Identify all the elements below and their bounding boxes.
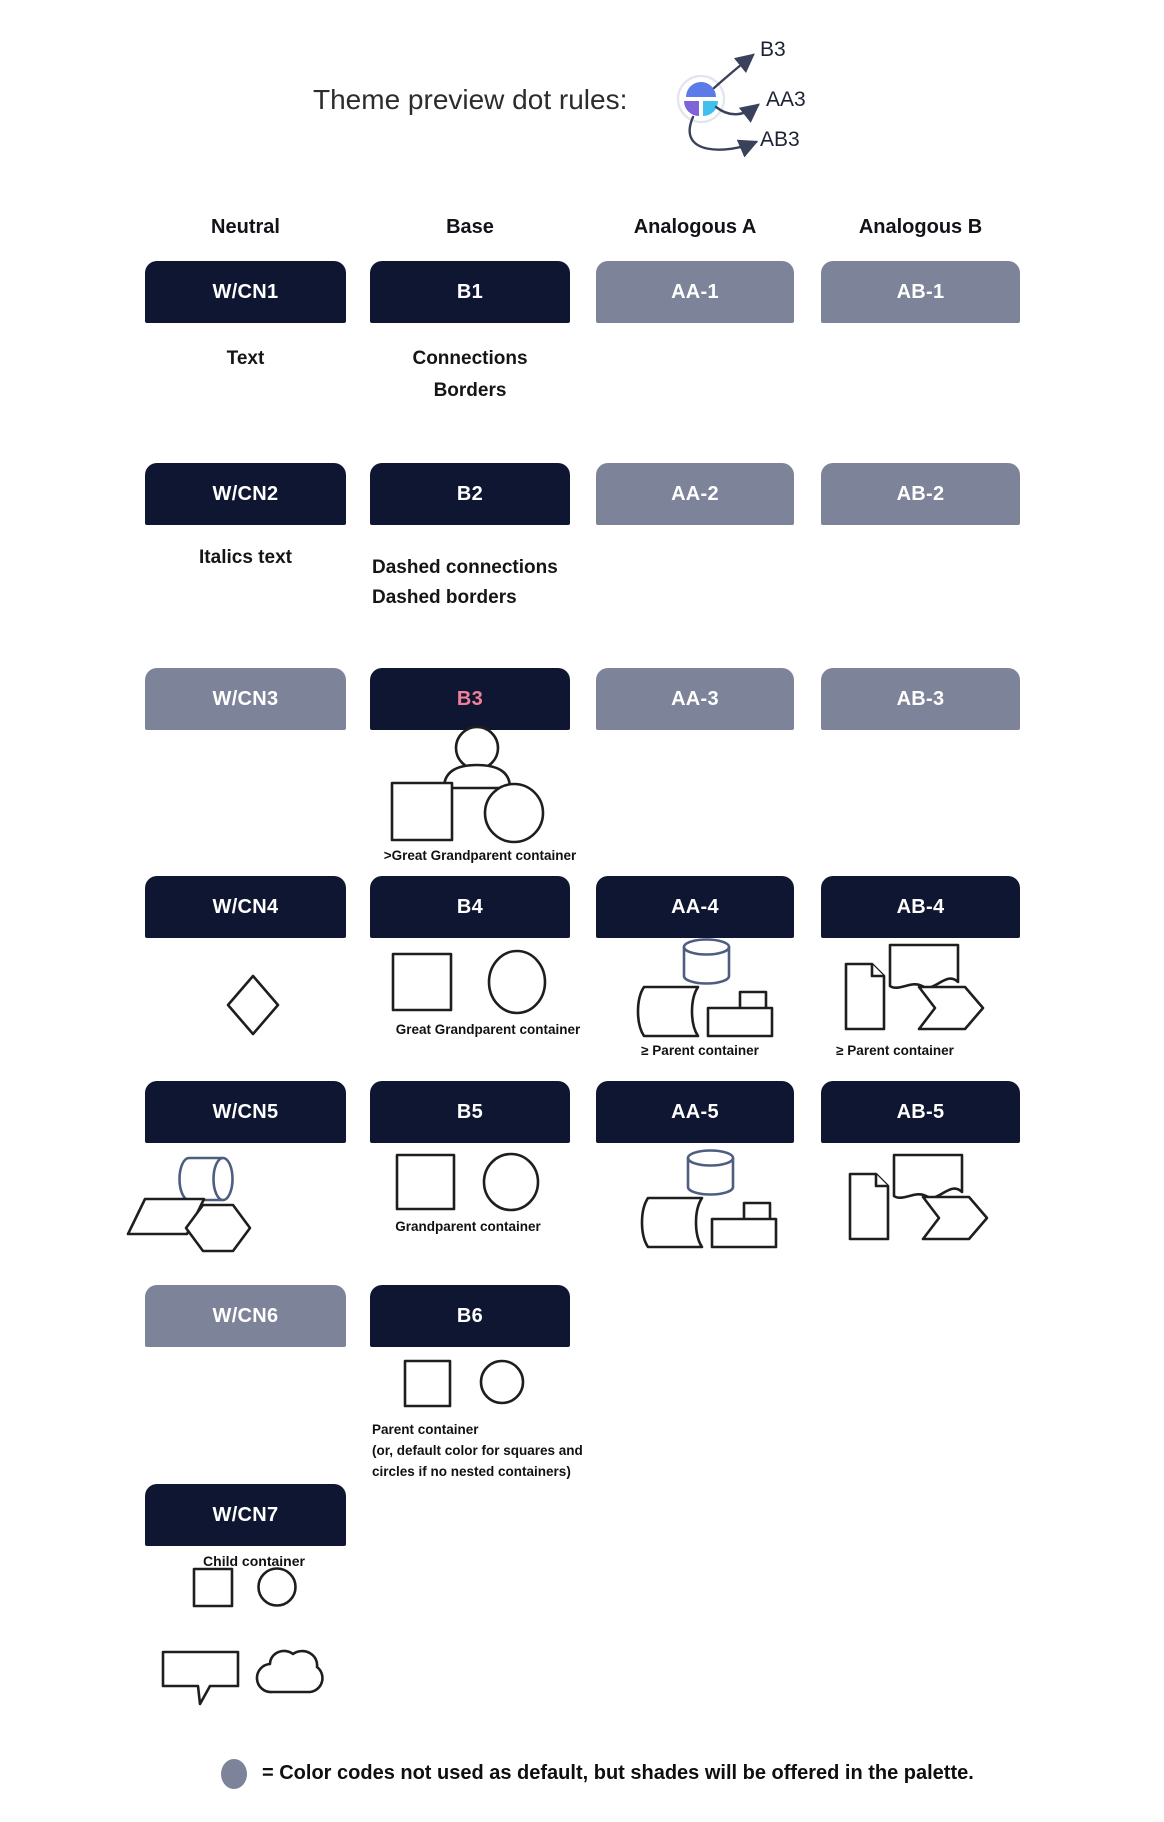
swatch-wcn5 (145, 1081, 346, 1143)
caption-ge-parent-ab: ≥ Parent container (836, 1043, 954, 1058)
diamond-shape (228, 976, 278, 1034)
swatch-aa1 (596, 261, 794, 323)
wcn7-shape-group (190, 1564, 300, 1610)
swatch-ab1 (821, 261, 1020, 323)
swatch-label: AA-3 (671, 687, 719, 710)
tab-rect-large (712, 1219, 776, 1247)
swatch-aa3 (596, 668, 794, 730)
person-shoulders (444, 765, 510, 788)
wcn5-shape-group (125, 1148, 260, 1256)
square-shape (405, 1361, 450, 1406)
wave-document-shape (890, 945, 958, 988)
circle-shape (481, 1361, 523, 1403)
swatch-b6 (370, 1285, 570, 1347)
swatch-wcn6 (145, 1285, 346, 1347)
swatch-label: AB-3 (896, 687, 945, 710)
swatch-ab3 (821, 668, 1020, 730)
legend-dot (218, 1757, 250, 1791)
chevron-shape (919, 987, 983, 1029)
swatch-label: B5 (456, 1100, 484, 1123)
square-shape (194, 1569, 232, 1606)
caption-parent-line1: Parent container (372, 1422, 479, 1437)
circle-shape (485, 784, 543, 842)
swatch-label: B1 (456, 280, 484, 303)
swatch-b5 (370, 1081, 570, 1143)
b3-shape-group (383, 725, 593, 847)
cylinder-top (684, 940, 729, 955)
square-shape (392, 783, 452, 840)
swatch-b4 (370, 876, 570, 938)
swatch-label: B3 (456, 687, 484, 710)
gray-dot-icon (221, 1759, 247, 1789)
chevron-shape (923, 1197, 987, 1239)
ab5-shape-group (844, 1150, 994, 1245)
swatch-ab2 (821, 463, 1020, 525)
arrow-to-b3 (714, 55, 753, 88)
column-header-base: Base (446, 216, 494, 238)
column-header-analogous-a: Analogous A (633, 216, 757, 238)
swatch-label: AB-4 (896, 895, 945, 918)
caption-great-grandparent-gt: >Great Grandparent container (383, 848, 577, 863)
swatch-label: W/CN3 (212, 687, 279, 710)
cylinder-end (214, 1158, 233, 1200)
dot-segment-purple (684, 101, 699, 116)
swatch-wcn3 (145, 668, 346, 730)
swatch-label: AA-4 (671, 895, 719, 918)
cloud-shape (257, 1651, 322, 1692)
swatch-label: W/CN1 (212, 280, 279, 303)
stored-data-shape (638, 987, 698, 1036)
cylinder-top (688, 1151, 733, 1166)
wcn7-shape-group-2 (158, 1640, 333, 1720)
swatch-aa5 (596, 1081, 794, 1143)
wcn4-shape-group (226, 974, 280, 1036)
stored-data-shape (642, 1198, 702, 1247)
swatch-label: AA-5 (671, 1100, 719, 1123)
swatch-b2 (370, 463, 570, 525)
swatch-aa4 (596, 876, 794, 938)
b5-shape-group (394, 1150, 544, 1212)
aa4-shape-group (630, 933, 780, 1043)
aa5-shape-group (634, 1144, 784, 1254)
swatch-label: B4 (456, 895, 484, 918)
swatch-wcn1 (145, 261, 346, 323)
swatch-label: B6 (456, 1304, 484, 1327)
column-header-analogous-b: Analogous B (858, 216, 983, 238)
circle-shape (259, 1569, 296, 1606)
ab4-shape-group (840, 940, 990, 1035)
dot-rule-label-aa3: AA3 (766, 88, 806, 111)
wave-document-shape (894, 1155, 962, 1198)
caption-parent-line3: circles if no nested containers) (372, 1464, 571, 1479)
swatch-b1 (370, 261, 570, 323)
swatch-aa2 (596, 463, 794, 525)
caption-great-grandparent: Great Grandparent container (395, 1022, 581, 1037)
ellipse-shape (484, 1154, 538, 1210)
swatch-ab5 (821, 1081, 1020, 1143)
ellipse-shape (489, 951, 545, 1013)
swatch-label: AB-1 (896, 280, 945, 303)
caption-text: Text (226, 348, 265, 369)
swatch-label: W/CN6 (212, 1304, 279, 1327)
speech-bubble-shape (163, 1652, 238, 1704)
dot-rule-label-b3: B3 (760, 38, 786, 61)
legend-text: = Color codes not used as default, but shades will be offered in the palette. (262, 1762, 974, 1784)
caption-dashed-borders: Dashed borders (372, 587, 517, 608)
square-shape (393, 954, 451, 1010)
dot-rule-label-ab3: AB3 (760, 128, 800, 151)
swatch-wcn7 (145, 1484, 346, 1546)
swatch-label: AB-2 (896, 482, 945, 505)
caption-italics-text: Italics text (199, 547, 292, 568)
b4-shape-group (390, 948, 550, 1016)
column-header-neutral: Neutral (211, 216, 280, 238)
swatch-b3 (370, 668, 570, 730)
dot-segment-cyan (703, 101, 718, 116)
caption-connections: Connections (412, 348, 528, 369)
caption-dashed-connections: Dashed connections (372, 557, 558, 578)
caption-child-container: Child container (203, 1553, 305, 1569)
caption-parent-line2: (or, default color for squares and (372, 1443, 583, 1458)
swatch-wcn2 (145, 463, 346, 525)
swatch-label: W/CN7 (212, 1503, 279, 1526)
swatch-wcn4 (145, 876, 346, 938)
caption-borders: Borders (433, 380, 507, 401)
b6-shape-group (402, 1358, 527, 1410)
page-title: Theme preview dot rules: (313, 84, 628, 115)
swatch-label: B2 (456, 482, 484, 505)
swatch-ab4 (821, 876, 1020, 938)
swatch-label: AA-1 (671, 280, 719, 303)
person-icon (456, 727, 498, 769)
caption-grandparent: Grandparent container (395, 1219, 541, 1234)
swatch-label: W/CN5 (212, 1100, 279, 1123)
square-shape (397, 1155, 454, 1209)
tab-rect-large (708, 1008, 772, 1036)
swatch-label: W/CN2 (212, 482, 279, 505)
swatch-label: W/CN4 (212, 895, 279, 918)
swatch-label: AB-5 (896, 1100, 945, 1123)
swatch-label: AA-2 (671, 482, 719, 505)
caption-ge-parent-aa: ≥ Parent container (641, 1043, 759, 1058)
dot-segment-blue (686, 82, 716, 97)
page-fold (872, 964, 884, 976)
